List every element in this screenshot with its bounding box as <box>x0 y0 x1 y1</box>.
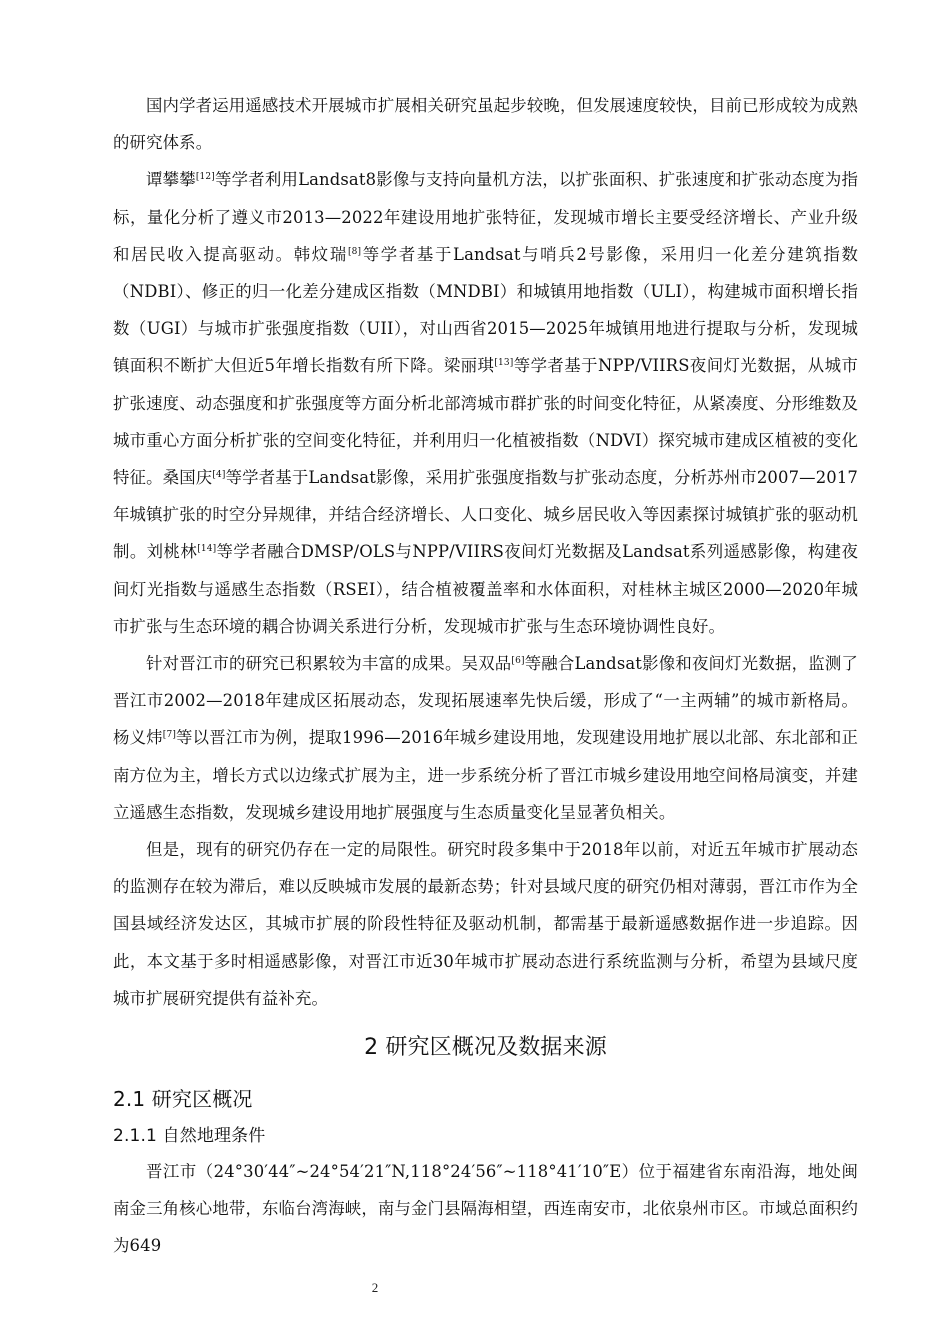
paragraph-domestic-studies <box>113 161 858 645</box>
paragraph-geography: 晋江市（24°30′44″~24°54′21″N,118°24′56″~118°41′10″E）位于福建省东南沿海，地处闽南金三角核心地带，东临台湾海峡，南与金门县隔海相望，西连南安市，北依泉州市区。市域总面积约为649 <box>113 1162 858 1256</box>
citation-ref: [12] <box>195 172 215 183</box>
page-body <box>113 87 858 1265</box>
section-heading-2-1: 2.1 研究区概况 <box>113 1087 253 1112</box>
text-run: 等学者基于Landsat与哨兵2号影像，采用归一化差分建筑指数（NDBI）、修正的归一化差分建成区指数（MNDBI）和城镇用地指数（ULI），构建城市面积增长指数（UGI）与城市扩张强度指数（UII），对山西省2015—2025年城镇用地进行提取与分析，发现城镇面积不断扩大但近5年增长指数有所下降。梁丽琪 <box>113 244 858 376</box>
paragraph-limitations: 但是，现有的研究仍存在一定的局限性。研究时段多集中于2018年以前，对近五年城市扩展动态的监测存在较为滞后，难以反映城市发展的最新态势；针对县域尺度的研究仍相对薄弱，晋江市作为全国县域经济发达区，其城市扩展的阶段性特征及驱动机制，都需基于最新遥感数据作进一步追踪。因此，本文基于多时相遥感影像，对晋江市近30年城市扩展动态进行系统监测与分析，希望为县域尺度城市扩展研究提供有益补充。 <box>113 840 858 1008</box>
section-heading-2: 2 研究区概况及数据来源 <box>364 1035 607 1061</box>
paragraph-intro: 国内学者运用遥感技术开展城市扩展相关研究虽起步较晚，但发展速度较快，目前已形成较为成熟的研究体系。 <box>113 96 858 153</box>
text-run: 等学者基于NPP/VIIRS夜间灯光数据，从城市扩张速度、动态强度和扩张强度等方面分析北部湾城市群扩张的时间变化特征，从紧凑度、分形维数及城市重心方面分析扩张的空间变化特征，并利用归一化植被指数（NDVI）探究城市建成区植被的变化特征。桑国庆 <box>113 356 858 488</box>
section-heading-2-1-1: 2.1.1 自然地理条件 <box>113 1126 266 1147</box>
text-run: 等学者利用Landsat8影像与支持向量机方法，以扩张面积、扩张速度和扩张动态度为指标，量化分析了遵义市2013—2022年建设用地扩张特征，发现城市增长主要受经济增长、产业升级和居民收入提高驱动。韩炆瑞 <box>113 170 858 264</box>
text-run: 等以晋江市为例，提取1996—2016年城乡建设用地，发现建设用地扩展以北部、东北部和正南方位为主，增长方式以边缘式扩展为主，进一步系统分析了晋江市城乡建设用地空间格局演变，并建立遥感生态指数，发现城乡建设用地扩展强度与生态质量变化呈显著负相关。 <box>113 728 859 822</box>
citation-ref: [7] <box>162 730 176 741</box>
citation-ref: [4] <box>212 470 226 481</box>
text-run: 等学者基于Landsat影像，采用扩张强度指数与扩张动态度，分析苏州市2007—2017年城镇扩张的时空分异规律，并结合经济增长、人口变化、城乡居民收入等因素探讨城镇扩张的驱动机制。刘桃林 <box>113 468 859 562</box>
text-run: 针对晋江市的研究已积累较为丰富的成果。吴双品 <box>146 654 512 674</box>
citation-ref: [6] <box>511 656 525 667</box>
text-run: 等学者融合DMSP/OLS与NPP/VIIRS夜间灯光数据及Landsat系列遥感影像，构建夜间灯光指数与遥感生态指数（RSEI），结合植被覆盖率和水体面积，对桂林主城区2000—2020年城市扩张与生态环境的耦合协调关系进行分析，发现城市扩张与生态环境协调性良好。 <box>113 542 858 636</box>
paragraph-jinjiang-studies <box>113 645 858 831</box>
text-run: 等融合Landsat影像和夜间灯光数据，监测了晋江市2002—2018年建成区拓展动态，发现拓展速率先快后缓，形成了“一主两辅”的城市新格局。杨义炜 <box>113 654 858 748</box>
citation-ref: [14] <box>197 544 217 555</box>
page-number: 2 <box>371 1280 379 1295</box>
text-run: 谭攀攀 <box>146 170 196 190</box>
citation-ref: [13] <box>494 358 514 369</box>
citation-ref: [8] <box>347 246 362 257</box>
